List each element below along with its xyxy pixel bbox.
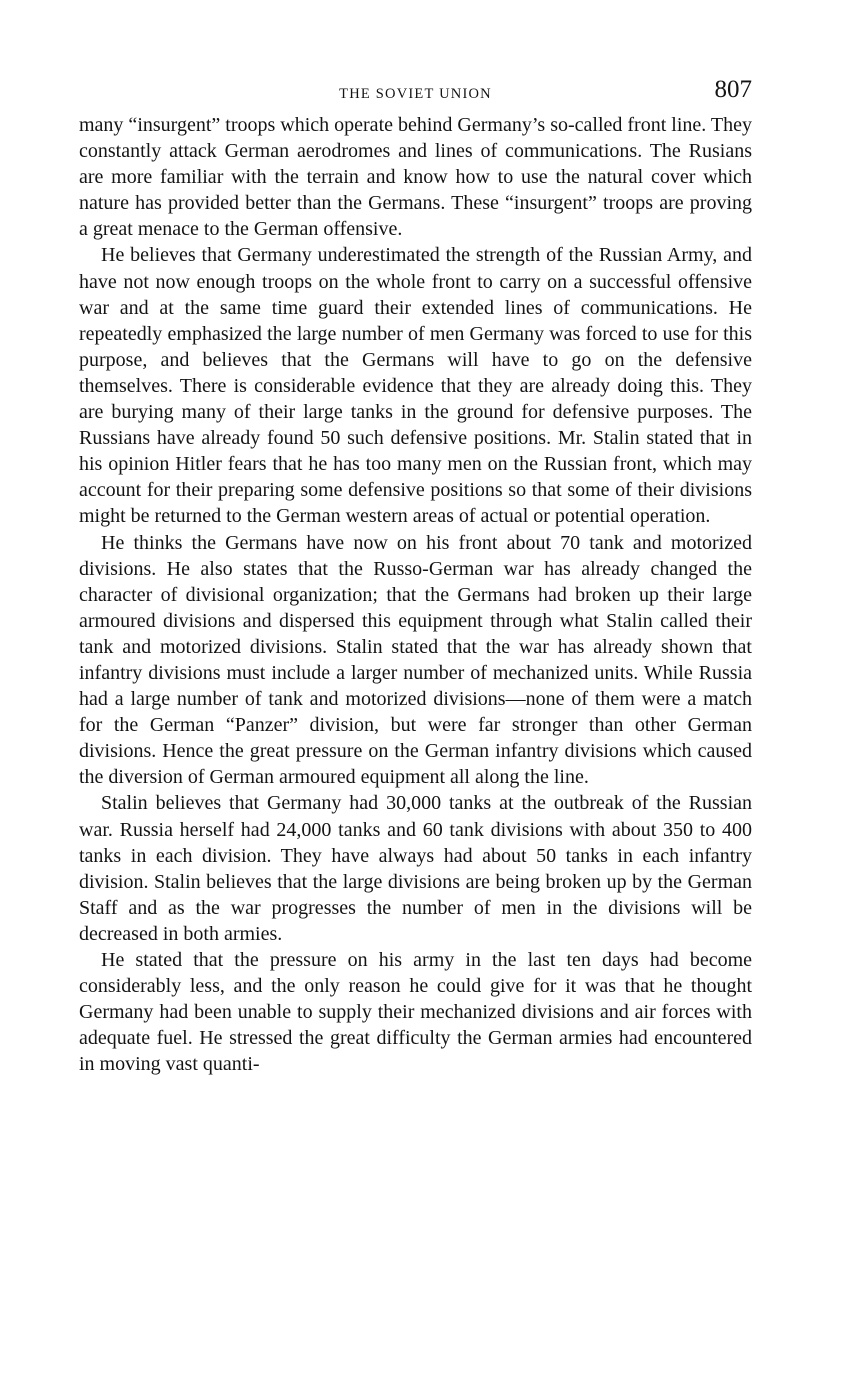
paragraph-5: He stated that the pressure on his army in the last ten days had become considerably less, and the only reason he could give for it was that he thought Germany had been unable to supply their mechanized divisions and air forces with adequate fuel. He stressed the great difficulty the German armies had encountered in moving vast quanti- — [79, 949, 752, 1076]
page-number: 807 — [714, 76, 752, 103]
running-header — [79, 76, 752, 112]
document-page — [79, 76, 752, 1077]
body-text — [79, 112, 752, 1077]
paragraph-3: He thinks the Germans have now on his front about 70 tank and motorized divisions. He also states that the Russo-German war has already changed the character of divisional organization; that the Germans had broken up their large armoured divisions and dispersed this equipment through what Stalin called their tank and motorized divisions. Stalin stated that the war has already shown that infantry divisions must include a larger number of mechanized units. While Russia had a large number of tank and motorized divisions—none of them were a match for the German “Panzer” division, but were far stronger than other German divisions. Hence the great pressure on the German infantry divisions which caused the diversion of German armoured equipment all along the line. — [79, 531, 752, 789]
paragraph-1: many “insurgent” troops which operate behind Germany’s so-called front line. They constantly attack German aerodromes and lines of communications. The Rusians are more familiar with the terrain and know how to use the natural cover which nature has provided better than the Germans. These “insurgent” troops are proving a great menace to the German offensive. — [79, 114, 752, 241]
running-title: THE SOVIET UNION — [339, 86, 492, 102]
paragraph-4: Stalin believes that Germany had 30,000 tanks at the outbreak of the Russian war. Russia herself had 24,000 tanks and 60 tank divisions with about 350 to 400 tanks in each division. They have always had about 50 tanks in each infantry division. Stalin believes that the large divisions are being broken up by the German Staff and as the war progresses the number of men in the divisions will be decreased in both armies. — [79, 792, 752, 945]
paragraph-2: He believes that Germany underestimated the strength of the Russian Army, and have not now enough troops on the whole front to carry on a successful offensive war and at the same time guard their extended lines of communications. He repeatedly emphasized the large number of men Germany was forced to use for this purpose, and believes that the Germans will have to go on the defensive themselves. There is considerable evidence that they are already doing this. They are burying many of their large tanks in the ground for defensive purposes. The Russians have already found 50 such defensive positions. Mr. Stalin stated that in his opinion Hitler fears that he has too many men on the Russian front, which may account for their preparing some defensive positions so that some of their divisions might be returned to the German western areas of actual or potential operation. — [79, 244, 752, 528]
